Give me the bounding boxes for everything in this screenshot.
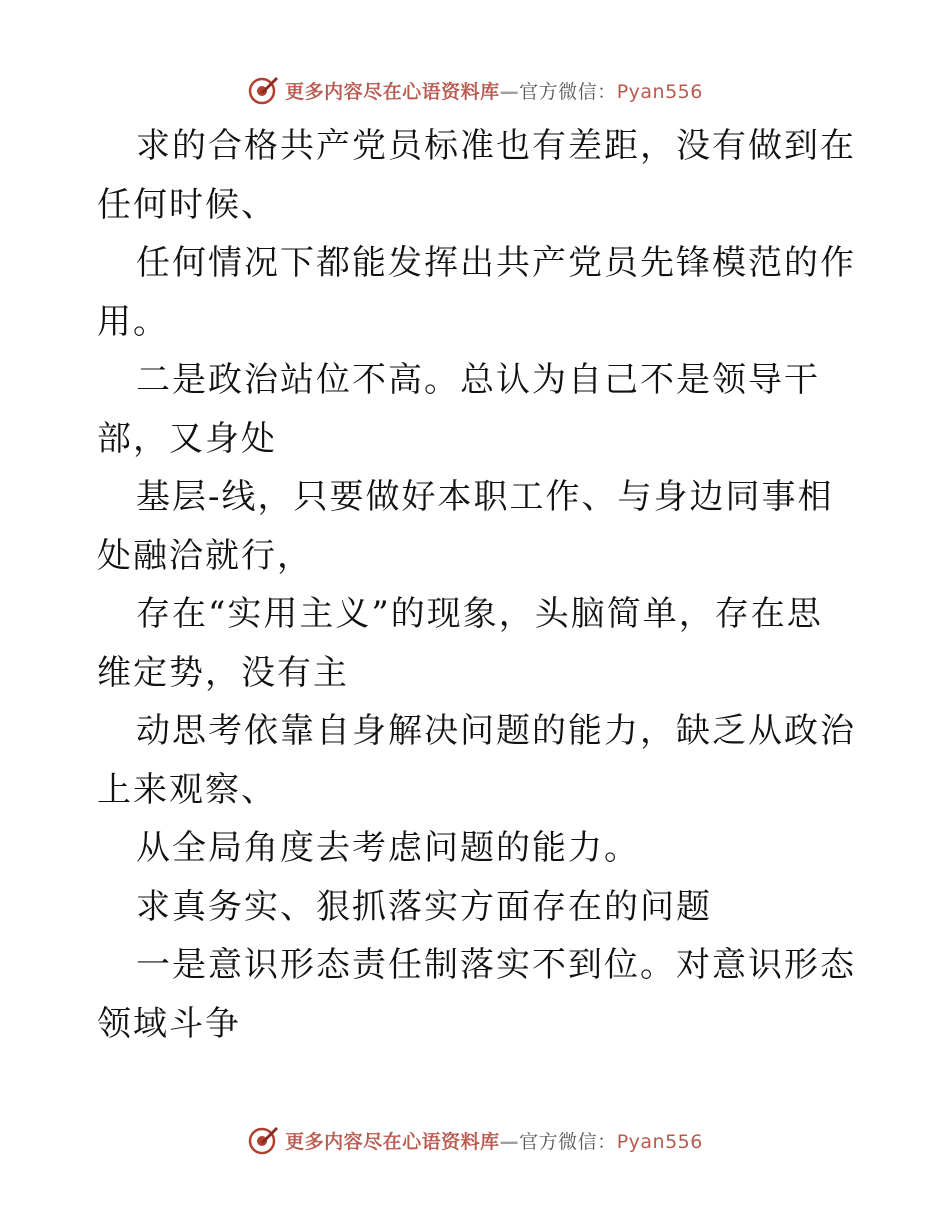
header-dash: —: [499, 80, 520, 103]
paragraph: 动思考依靠自身解决问题的能力，缺乏从政治上来观察、: [97, 711, 856, 810]
footer-wechat-label: 官方微信：: [519, 1130, 617, 1153]
paragraph: 二是政治站位不高。总认为自己不是领导干部，又身处: [97, 360, 820, 459]
footer-dash: —: [499, 1130, 520, 1153]
quill-pen-seal-logo-icon: [247, 1124, 279, 1156]
paragraph: 基层-线，只要做好本职工作、与身边同事相处融洽就行，: [97, 477, 834, 576]
quill-pen-seal-logo-icon: [247, 74, 279, 106]
header-brand: 更多内容尽在心语资料库: [285, 80, 500, 103]
paragraph: 从全局角度去考虑问题的能力。: [136, 828, 640, 868]
header-wechat-label: 官方微信：: [519, 80, 617, 103]
paragraph: 存在“实用主义”的现象，头脑简单，存在思维定势，没有主: [97, 594, 823, 693]
header-banner-text: [285, 77, 703, 104]
paragraph: 求的合格共产党员标准也有差距，没有做到在任何时候、: [97, 126, 856, 225]
document-body: [97, 117, 857, 1053]
footer-brand: 更多内容尽在心语资料库: [285, 1130, 500, 1153]
header-banner: [0, 70, 950, 110]
paragraph: 求真务实、狠抓落实方面存在的问题: [136, 886, 712, 927]
header-wechat-id: Pyan556: [616, 80, 703, 103]
footer-banner: [0, 1120, 950, 1160]
paragraph: 任何情况下都能发挥出共产党员先锋模范的作用。: [97, 243, 856, 342]
paragraph: 一是意识形态责任制落实不到位。对意识形态领域斗争: [97, 945, 856, 1044]
footer-banner-text: [285, 1127, 703, 1154]
footer-wechat-id: Pyan556: [616, 1130, 703, 1153]
